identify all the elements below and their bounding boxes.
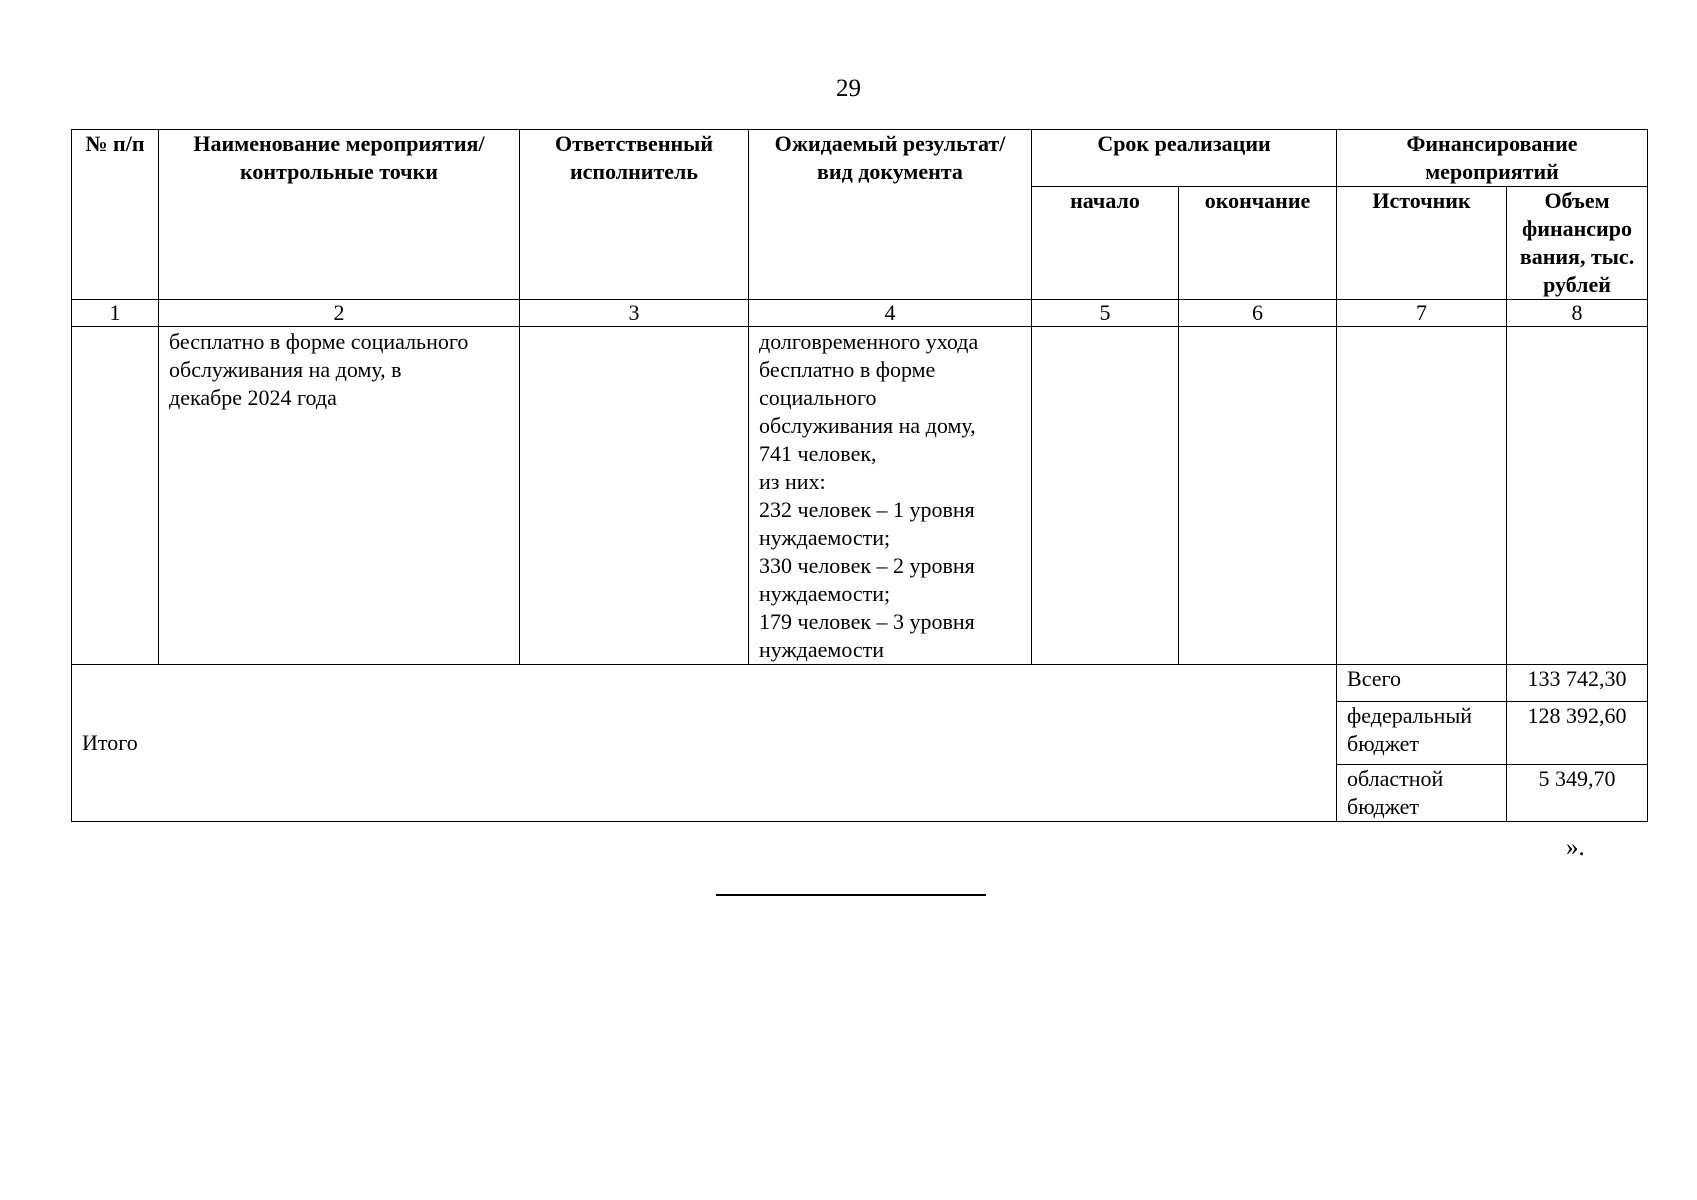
result-line: 179 человек – 3 уровня xyxy=(759,609,975,634)
header-responsible: Ответственный исполнитель xyxy=(520,130,749,300)
header-period: Срок реализации xyxy=(1032,130,1337,187)
result-line: бесплатно в форме xyxy=(759,357,936,382)
result-line: нуждаемости xyxy=(759,637,885,662)
total-amount: 133 742,30 xyxy=(1507,665,1648,702)
table-row xyxy=(72,327,1648,665)
closing-quote-mark: ». xyxy=(1566,834,1585,861)
source-line: областной xyxy=(1347,766,1444,791)
column-number: 3 xyxy=(520,300,749,327)
name-line: декабре 2024 года xyxy=(169,385,337,410)
result-line: долговременного ухода xyxy=(759,329,979,354)
result-line: нуждаемости; xyxy=(759,581,891,606)
total-label: Итого xyxy=(72,665,1337,822)
result-line: социального xyxy=(759,385,877,410)
source-line: Всего xyxy=(1347,666,1401,691)
result-line: 741 человек, xyxy=(759,441,877,466)
header-volume: Объем финансиро вания, тыс. рублей xyxy=(1507,187,1648,300)
result-line: 232 человек – 1 уровня xyxy=(759,497,975,522)
cell-responsible xyxy=(520,327,749,665)
cell-name xyxy=(159,327,520,665)
column-number: 6 xyxy=(1179,300,1337,327)
header-name: Наименование мероприятия/ контрольные точки xyxy=(159,130,520,300)
header-result: Ожидаемый результат/вид документа xyxy=(749,130,1032,300)
cell-source xyxy=(1337,327,1507,665)
total-source xyxy=(1337,702,1507,765)
total-source xyxy=(1337,765,1507,822)
total-amount: 5 349,70 xyxy=(1507,765,1648,822)
header-source: Источник xyxy=(1337,187,1507,300)
name-line: обслуживания на дому, в xyxy=(169,357,402,382)
header-financing: Финансирование мероприятий xyxy=(1337,130,1648,187)
column-number: 2 xyxy=(159,300,520,327)
name-line: бесплатно в форме социального xyxy=(169,329,469,354)
cell-end xyxy=(1179,327,1337,665)
column-number: 1 xyxy=(72,300,159,327)
source-line: бюджет xyxy=(1347,794,1420,819)
source-line: федеральный xyxy=(1347,703,1473,728)
activities-table xyxy=(71,129,1648,822)
column-number: 5 xyxy=(1032,300,1179,327)
column-numbers-row xyxy=(72,300,1648,327)
header-num: № п/п xyxy=(72,130,159,300)
cell-start xyxy=(1032,327,1179,665)
result-line: 330 человек – 2 уровня xyxy=(759,553,975,578)
cell-result xyxy=(749,327,1032,665)
column-number: 8 xyxy=(1507,300,1648,327)
source-line: бюджет xyxy=(1347,731,1420,756)
cell-volume xyxy=(1507,327,1648,665)
result-line: из них: xyxy=(759,469,826,494)
result-line: нуждаемости; xyxy=(759,525,891,550)
header-start: начало xyxy=(1032,187,1179,300)
column-number: 4 xyxy=(749,300,1032,327)
header-end: окончание xyxy=(1179,187,1337,300)
total-source xyxy=(1337,665,1507,702)
total-row xyxy=(72,665,1648,702)
page-number: 29 xyxy=(836,75,861,102)
total-amount: 128 392,60 xyxy=(1507,702,1648,765)
cell-num xyxy=(72,327,159,665)
footer-divider xyxy=(716,894,986,896)
result-line: обслуживания на дому, xyxy=(759,413,976,438)
column-number: 7 xyxy=(1337,300,1507,327)
